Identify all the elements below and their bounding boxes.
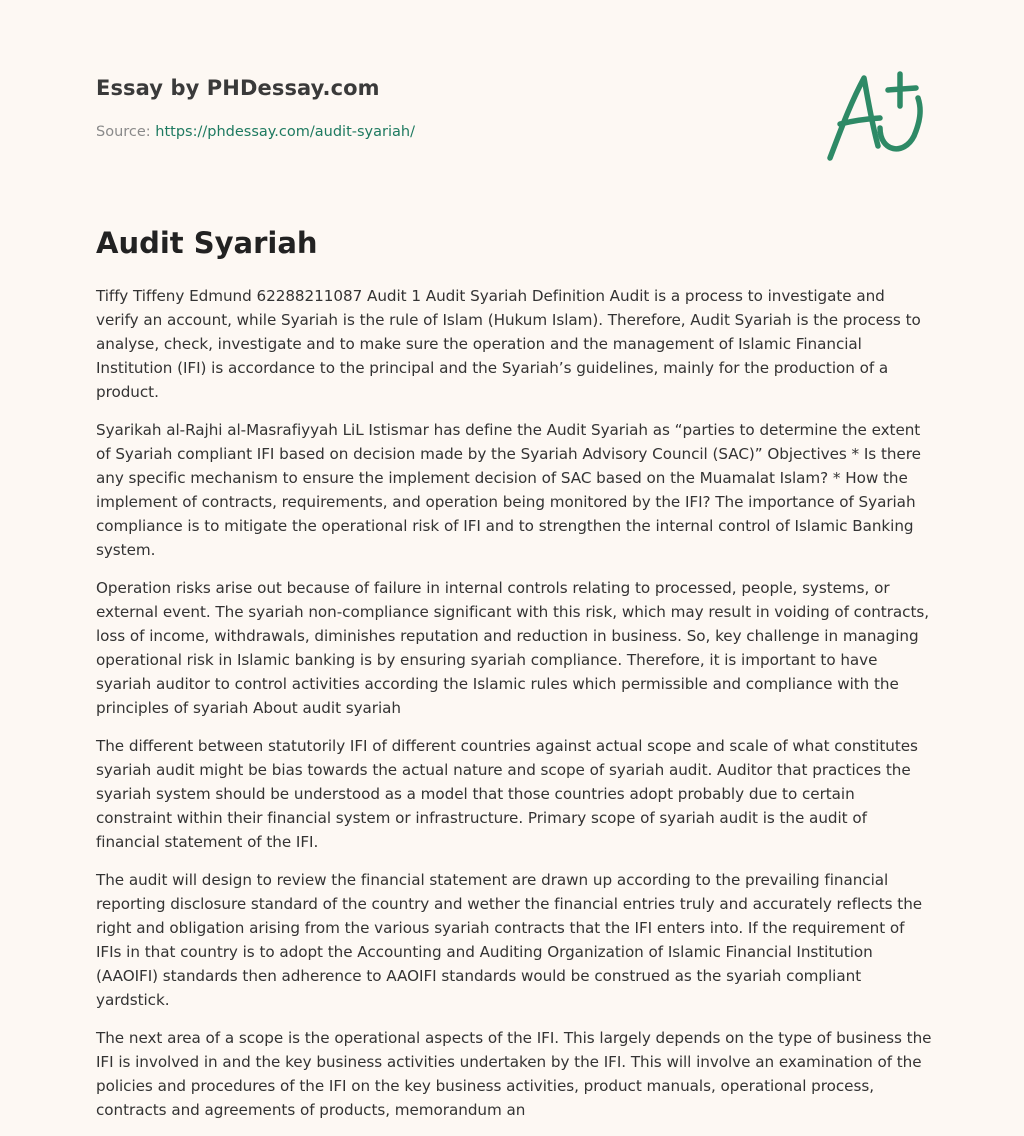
paragraph: The next area of a scope is the operational aspects of the IFI. This largely depends on the type of business the IFI is involved in and the key business activities undertaken by the IFI. This will involve an examination of the policies and procedures of the IFI on the key business activities, product manuals, operational process, contracts and agreements of products, memorandum an: [96, 1029, 932, 1119]
paragraph: Operation risks arise out because of failure in internal controls relating to processed, people, systems, or external event. The syariah non-compliance significant with this risk, which may result in voiding of contracts, loss of income, withdrawals, diminishes reputation and reduction in business. So, key challenge in managing operational risk in Islamic banking is by ensuring syariah compliance. Therefore, it is important to have syariah auditor to control activities according the Islamic rules which permissible and compliance with the principles of syariah About audit syariah: [96, 579, 929, 717]
paragraph: Tiffy Tiffeny Edmund 62288211087 Audit 1 Audit Syariah Definition Audit is a process to investigate and verify an account, while Syariah is the rule of Islam (Hukum Islam). Therefore, Audit Syariah is the process to analyse, check, investigate and to make sure the operation and the management of Islamic Financial Institution (IFI) is accordance to the principal and the Syariah’s guidelines, mainly for the production of a product.: [96, 287, 921, 401]
source-link[interactable]: https://phdessay.com/audit-syariah/: [155, 124, 415, 140]
site-brand: Essay by PHDessay.com: [96, 76, 380, 100]
paragraph: Syarikah al-Rajhi al-Masrafiyyah LiL Istismar has define the Audit Syariah as “parties to determine the extent of Syariah compliant IFI based on decision made by the Syariah Advisory Council (SAC)” Objectives * Is there any specific mechanism to ensure the implement decision of SAC based on the Muamalat Islam? * How the implement of contracts, requirements, and operation being monitored by the IFI? The importance of Syariah compliance is to mitigate the operational risk of IFI and to strengthen the internal control of Islamic Banking system.: [96, 421, 921, 559]
source-line: [96, 124, 415, 140]
paragraph: The audit will design to review the financial statement are drawn up according to the prevailing financial reporting disclosure standard of the country and wether the financial entries truly and accurately reflects the right and obligation arising from the various syariah contracts that the IFI enters into. If the requirement of IFIs in that country is to adopt the Accounting and Auditing Organization of Islamic Financial Institution (AAOIFI) standards then adherence to AAOIFI standards would be construed as the syariah compliant yardstick.: [96, 871, 923, 1009]
paragraph: The different between statutorily IFI of different countries against actual scope and scale of what constitutes syariah audit might be bias towards the actual nature and scope of syariah audit. Auditor that practices the syariah system should be understood as a model that those countries adopt probably due to certain constraint within their financial system or infrastructure. Primary scope of syariah audit is the audit of financial statement of the IFI.: [96, 737, 918, 851]
essay-body: [96, 284, 932, 1136]
a-plus-logo-icon: [818, 66, 930, 166]
source-label: Source:: [96, 124, 151, 140]
page-title: Audit Syariah: [96, 226, 318, 260]
